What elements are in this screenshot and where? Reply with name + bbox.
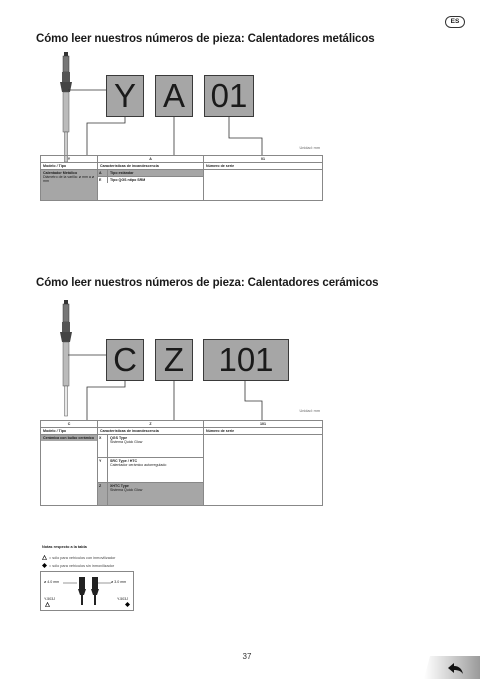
dim-label-right: ø 3.0 mm bbox=[111, 580, 127, 584]
char-letter: Z bbox=[99, 484, 102, 488]
char-letter: X bbox=[99, 436, 102, 440]
note-line bbox=[42, 563, 115, 568]
unit-label: Unidad: mm bbox=[299, 409, 320, 413]
notes-title: Notas respecto a la tabla bbox=[42, 545, 87, 549]
table-header-model: C bbox=[41, 421, 98, 428]
char-row bbox=[98, 458, 203, 483]
note-text: = sólo para vehículos sin inmovilizador bbox=[49, 563, 115, 568]
char-letter: E bbox=[99, 178, 102, 182]
char-letter: Y bbox=[99, 459, 102, 463]
char-row bbox=[98, 483, 203, 505]
char-text bbox=[107, 458, 203, 482]
char-sub: Sistema Quick Glow bbox=[110, 440, 143, 444]
char-sub: Calentador cerámico autorregulado bbox=[110, 463, 167, 467]
language-badge: ES bbox=[445, 16, 465, 28]
char-text bbox=[107, 483, 203, 505]
section-title-ceramic: Cómo leer nuestros números de pieza: Calentadores cerámicos bbox=[36, 277, 379, 289]
notes-section bbox=[42, 545, 115, 571]
table-header-characteristic: Z bbox=[98, 421, 204, 428]
model-title: Calentador Metálico bbox=[43, 171, 78, 175]
char-title: XHTC Type bbox=[110, 484, 129, 488]
char-title: QGS Type bbox=[110, 436, 128, 440]
model-title: Cerámica con bulbo cerámico bbox=[41, 435, 97, 441]
table-header-characteristic: A bbox=[98, 156, 204, 163]
glow-plug-pair-icon bbox=[77, 575, 101, 607]
dimension-example-box bbox=[40, 571, 134, 611]
code-label-left: Y-503J bbox=[44, 597, 56, 601]
diamond-filled-icon bbox=[125, 602, 130, 607]
triangle-outline-icon bbox=[45, 602, 50, 607]
table-subheader-characteristic: Características de incandescencia bbox=[98, 428, 204, 435]
model-cell bbox=[41, 435, 98, 506]
table-subheader-model: Modelo / Tipo bbox=[41, 428, 98, 435]
code-box-serial: 101 bbox=[203, 339, 289, 381]
ceramic-spec-table bbox=[40, 420, 323, 506]
diamond-filled-icon bbox=[42, 563, 47, 568]
table-header-model: Y bbox=[41, 156, 98, 163]
char-title: SRC Type / HTC bbox=[110, 459, 138, 463]
table-subheader-characteristic: Características de incandescencia bbox=[98, 163, 204, 170]
code-box-serial: 01 bbox=[204, 75, 254, 117]
serial-cell bbox=[204, 435, 323, 506]
char-letter: A bbox=[99, 171, 102, 175]
back-navigation-tab[interactable] bbox=[424, 656, 480, 679]
characteristics-cell bbox=[98, 435, 204, 506]
table-header-serial: 101 bbox=[204, 421, 323, 428]
page-number: 37 bbox=[242, 652, 252, 661]
table-header-serial: 01 bbox=[204, 156, 323, 163]
table-subheader-serial: Número de serie bbox=[204, 428, 323, 435]
note-text: = sólo para vehículos con inmovilizador bbox=[49, 555, 116, 560]
code-box-characteristic: A bbox=[155, 75, 193, 117]
code-label-right: Y-503J bbox=[117, 597, 129, 601]
table-subheader-model: Modelo / Tipo bbox=[41, 163, 98, 170]
model-desc: Diámetro de la varilla: ø mm a ø mm bbox=[43, 175, 95, 183]
section-title-metal: Cómo leer nuestros números de pieza: Calentadores metálicos bbox=[36, 33, 375, 45]
char-row bbox=[98, 435, 203, 458]
char-sub: Sistema Quick Glow bbox=[110, 488, 143, 492]
table-subheader-serial: Número de serie bbox=[204, 163, 323, 170]
triangle-outline-icon bbox=[42, 555, 47, 560]
code-box-model: Y bbox=[106, 75, 144, 117]
unit-label: Unidad: mm bbox=[299, 146, 320, 150]
char-text: Tipo estándar bbox=[107, 170, 203, 176]
char-text bbox=[107, 435, 203, 457]
code-box-model: C bbox=[106, 339, 144, 381]
dim-label-left: ø 4.0 mm bbox=[44, 580, 60, 584]
code-box-characteristic: Z bbox=[155, 339, 193, 381]
note-line bbox=[42, 555, 115, 560]
char-text: Tipo QGS ntipo SRM bbox=[107, 177, 203, 183]
